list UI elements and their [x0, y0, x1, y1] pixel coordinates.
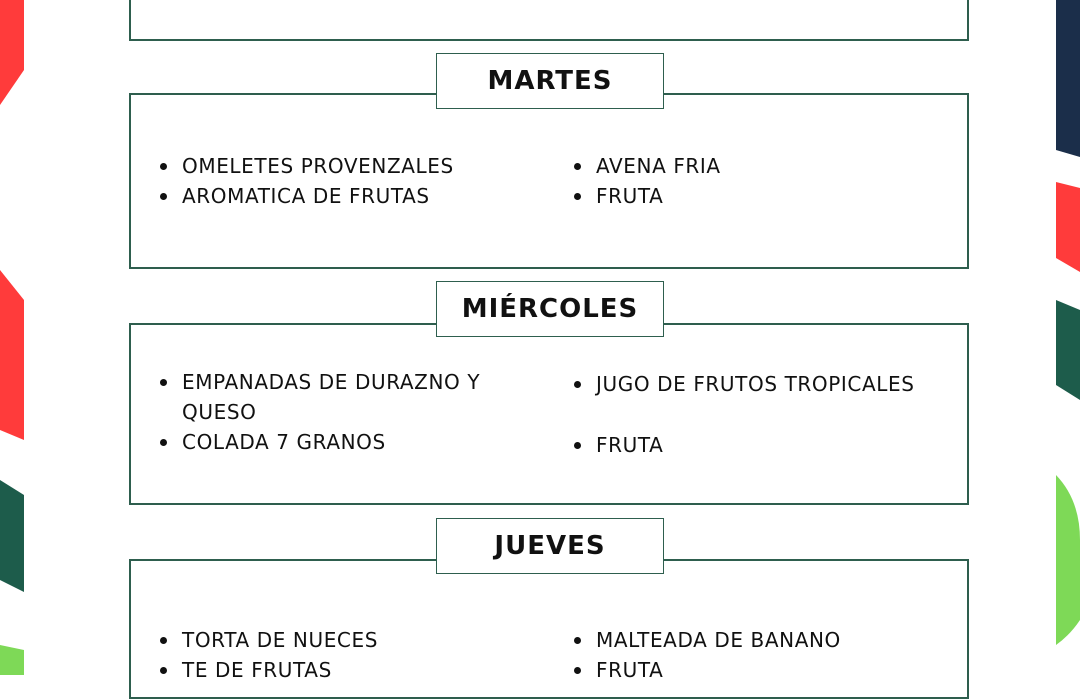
jueves-title: JUEVES [436, 518, 664, 574]
left-red-shape-top [0, 0, 24, 105]
right-red-shape [1056, 182, 1080, 272]
jueves-item: TE DE FRUTAS [182, 655, 332, 685]
right-light-green-shape [1056, 475, 1080, 645]
miercoles-item: JUGO DE FRUTOS TROPICALES [596, 369, 915, 399]
martes-item: AROMATICA DE FRUTAS [182, 181, 430, 211]
miercoles-title: MIÉRCOLES [436, 281, 664, 337]
miercoles-item: EMPANADAS DE DURAZNO Y [182, 367, 480, 397]
martes-item: AVENA FRIA [596, 151, 721, 181]
right-navy-shape [1056, 0, 1080, 157]
jueves-item: FRUTA [596, 655, 663, 685]
martes-item: FRUTA [596, 181, 663, 211]
miercoles-item-continuation: QUESO [182, 400, 257, 424]
previous-day-card [129, 0, 969, 41]
miercoles-item: COLADA 7 GRANOS [182, 427, 386, 457]
miercoles-item: FRUTA [596, 430, 663, 460]
left-decoration [0, 0, 30, 675]
martes-title: MARTES [436, 53, 664, 109]
left-green-shape [0, 480, 24, 592]
martes-item: OMELETES PROVENZALES [182, 151, 454, 181]
left-light-green-shape [0, 645, 24, 675]
right-decoration [1050, 0, 1080, 675]
right-green-shape [1056, 300, 1080, 400]
jueves-item: TORTA DE NUECES [182, 625, 378, 655]
jueves-item: MALTEADA DE BANANO [596, 625, 841, 655]
left-red-shape-middle [0, 270, 24, 440]
